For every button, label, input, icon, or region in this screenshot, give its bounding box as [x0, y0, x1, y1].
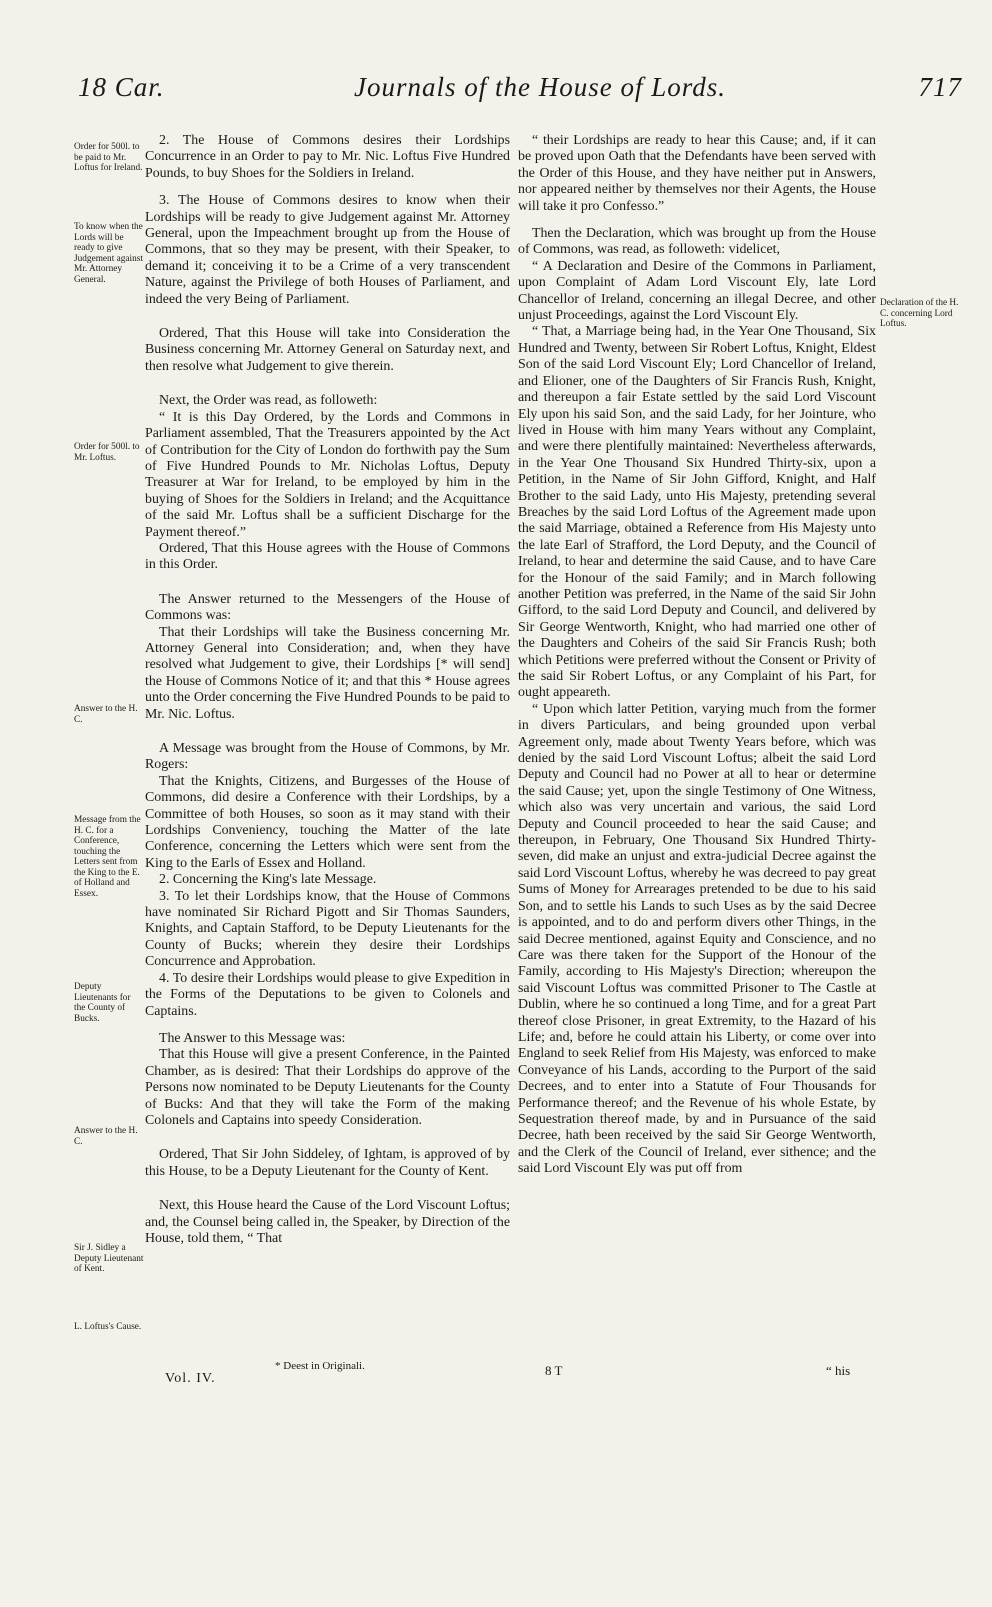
paragraph: A Message was brought from the House of Commons, by Mr. Rogers: [145, 741, 510, 773]
paragraph: “ It is this Day Ordered, by the Lords and Commons in Parliament assembled, That the Treasurers appointed by the Act of Contribution for the City of London do forthwith pay the Sum of Five Hundred Pounds to Mr. Nicholas Loftus, Deputy Treasurer at War for Ireland, to be employed by him in the buying of Shoes for the Soldiers in Ireland; and the Acquittance of the said Mr. Loftus shall be a sufficient Discharge for the Payment thereof.” [145, 409, 510, 540]
margin-note: Answer to the H. C. [74, 1126, 138, 1147]
margin-note: Answer to the H. C. [74, 704, 138, 725]
paragraph: Ordered, That this House will take into Consideration the Business concerning Mr. Attorney General on Saturday next, and then resolve what Judgement to give therein. [145, 326, 510, 374]
paragraph: Ordered, That this House agrees with the House of Commons in this Order. [145, 540, 510, 573]
paragraph: Next, the Order was read, as followeth: [159, 393, 378, 409]
paragraph: 2. Concerning the King's late Message. [159, 872, 377, 888]
paragraph: “ That, a Marriage being had, in the Year One Thousand, Six Hundred and Twenty, between Sir Robert Loftus, Knight, Eldest Son of the said Lord Viscount Ely; Lord Chancellor of Ireland, and Elioner, one of the Daughters of Sir Francis Rush, Knight, and thereupon a fair Estate settled by the said Lord Viscount Ely upon his said Son, and the said Lady, for her Jointure, who lived in House with him many Years without any Complaint, and were there plentifully maintained: Nevertheless afterwards, in the Year One Thousand Six Hundred Thirty-six, upon a Petition, in the Name of Sir John Gifford, Knight, and Half Brother to the said Lady, unto His Majesty, pretending several Breaches by the said Lord Loftus of the Agreement made upon the said Marriage, obtained a Reference from His Majesty unto the late Earl of Strafford, the Lord Deputy, and the Council of Ireland, to hear and determine the said Cause, and to have Care for the Honour of the said Family; and in March following another Petition was preferred, in the Name of the said Sir John Gifford, to the said Lord Deputy and Council, and delivered by Sir George Wentworth, Knight, who had married one other of the Daughters and Coheirs of the said Sir Francis Rush; both which Petitions were preferred without the Consent or Privity of the said Sir Robert Loftus, or any Complaint of his Part, for ought appeareth. [518, 324, 876, 701]
paragraph: “ Upon which latter Petition, varying much from the former in divers Particulars, and being grounded upon verbal Agreement only, made about Twenty Years before, which was denied by the said Lord Viscount Loftus; albeit the said Lord Deputy and Council had no Power at all to hear or determine the said Cause; yet, upon the single Testimony of One Witness, which also was very uncertain and various, the said Lord Deputy and Council proceeded to hear the said Cause; and thereupon, in February, One Thousand Six Hundred Thirty-seven, did make an unjust and extra-judicial Decree against the said Lord Viscount Loftus, whereby he was decreed to pay great Sums of Money for Arrearages pretended to be due to his said Son, and to settle his Lands to such Uses as by the said Decree is appointed, and to do and perform divers other Things, in the said Decree mentioned, against Equity and Conscience, and no Care was there taken for the Support of the Honour of the Family, according to His Majesty's Direction; whereupon the said Viscount Loftus was committed Prisoner to The Castle at Dublin, where he so continued a long Time, and for a great Part thereof close Prisoner, in great Extremity, to the Hazard of his Life; and, before he could attain his Liberty, or come over into England to seek Relief from His Majesty, was enforced to make Conveyance of his Lands, according to the Purport of the said Decrees, and to enter into a Statute of Four Thousands for Performance thereof; and the Revenue of his whole Estate, by Sequestration thereof made, by and in Pursuance of the said Decree, hath been received by the said Sir George Wentworth, and the Clerk of the Council of Ireland, ever sithence; and the said Lord Viscount Ely was put off from [518, 701, 876, 1177]
paragraph: That their Lordships will take the Business concerning Mr. Attorney General into Consideration; and, when they have resolved what Judgement to give, their Lordships [* will send] the House of Commons Notice of it; and that this * House agrees unto the Order concerning the Five Hundred Pounds to be paid to Mr. Nic. Loftus. [145, 624, 510, 722]
margin-note: Declaration of the H. C. concerning Lord Loftus. [880, 298, 959, 329]
paragraph: Next, this House heard the Cause of the Lord Viscount Loftus; and, the Counsel being called in, the Speaker, by Direction of the House, told them, “ That [145, 1198, 510, 1246]
margin-note: L. Loftus's Cause. [74, 1322, 142, 1332]
paragraph: That the Knights, Citizens, and Burgesses of the House of Commons, did desire a Conference with their Lordships, by a Committee of both Houses, so soon as it may stand with their Lordships Conveniency, touching the Matter of the late Conference, concerning the Letters which were sent from the King to the Earls of Essex and Holland. [145, 773, 510, 871]
margin-note: Sir J. Sidley a Deputy Lieutenant of Kent. [74, 1243, 144, 1274]
paragraph: 2. The House of Commons desires their Lordships Concurrence in an Order to pay to Mr. Nic. Loftus Five Hundred Pounds, to buy Shoes for the Soldiers in Ireland. [145, 133, 510, 181]
margin-note: To know when the Lords will be ready to give Judgement against Mr. Attorney General. [74, 222, 143, 285]
margin-note: Deputy Lieutenants for the County of Bucks. [74, 982, 131, 1024]
paragraph: The Answer to this Message was: [159, 1030, 346, 1046]
signature-mark: 8 T [545, 1363, 563, 1378]
paragraph: Ordered, That Sir John Siddeley, of Ightam, is approved of by this House, to be a Deputy Lieutenant for the County of Kent. [145, 1147, 510, 1179]
paragraph: 4. To desire their Lordships would please to give Expedition in the Forms of the Deputations to be given to Colonels and Captains. [145, 970, 510, 1019]
page-number: 717 [918, 72, 962, 102]
paragraph: “ A Declaration and Desire of the Commons in Parliament, upon Complaint of Adam Lord Viscount Ely, late Lord Chancellor of Ireland, concerning an illegal Decree, and other unjust Proceedings, against the Lord Viscount Ely. [518, 258, 876, 324]
right-column [518, 133, 876, 1178]
paragraph: 3. To let their Lordships know, that the House of Commons have nominated Sir Richard Pigott and Sir Thomas Saunders, Knights, and Captain Stafford, to be Deputy Lieutenants for the County of Bucks; wherein they desire their Lordships Concurrence and Approbation. [145, 888, 510, 970]
margin-note: Order for 500l. to Mr. Loftus. [74, 442, 140, 463]
running-head-title: Journals of the House of Lords. [353, 72, 726, 102]
left-column [145, 133, 510, 1247]
paragraph: 3. The House of Commons desires to know when their Lordships will be ready to give Judgement against Mr. Attorney General, upon the Impeachment brought up from the House of Commons, that so they may be present, with their Speaker, to demand it; conceiving it to be a Crime of a very transcendent Nature, against the Privilege of both Houses of Parliament, and indeed the very Being of Parliament. [145, 193, 510, 307]
margin-note: Message from the H. C. for a Conference, touching the Letters sent from the King to the E. of Holland and Essex. [74, 815, 141, 899]
footnote: * Deest in Originali. [275, 1360, 365, 1372]
volume-mark: Vol. IV. [165, 1371, 216, 1386]
running-head-regnal-year: 18 Car. [78, 72, 165, 102]
paragraph: Then the Declaration, which was brought up from the House of Commons, was read, as followeth: videlicet, [518, 226, 876, 258]
paragraph: The Answer returned to the Messengers of the House of Commons was: [145, 591, 510, 624]
paragraph: That this House will give a present Conference, in the Painted Chamber, as is desired: That their Lordships do approve of the Persons now nominated to be Deputy Lieutenants for the County of Bucks: And that they will take the Form of the making Colonels and Captains into speedy Consideration. [145, 1047, 510, 1128]
catchword: “ his [826, 1363, 851, 1378]
margin-note: Order for 500l. to be paid to Mr. Loftus for Ireland. [74, 142, 143, 173]
paragraph: “ their Lordships are ready to hear this Cause; and, if it can be proved upon Oath that the Defendants have been served with the Order of this House, and they have neither put in Answers, nor appeared neither by themselves nor their Agents, the House will take it pro Confesso.” [518, 133, 876, 214]
